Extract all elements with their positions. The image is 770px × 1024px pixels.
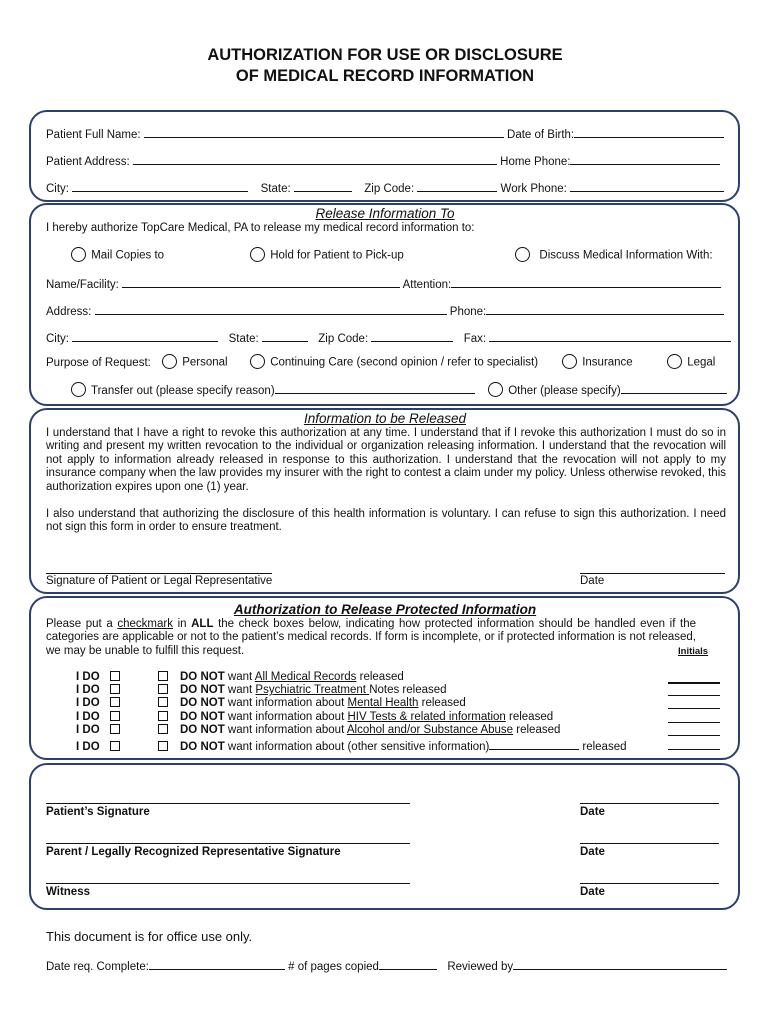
intro-all: ALL: [191, 618, 214, 630]
patient-city-row: [46, 180, 724, 195]
do-not-checkbox-4[interactable]: [158, 711, 168, 721]
do-not-label: DO NOT: [180, 741, 225, 753]
form-title: [0, 45, 770, 87]
parent-date-label: Date: [580, 846, 605, 858]
form-title-line-1: AUTHORIZATION FOR USE OR DISCLOSURE: [207, 46, 563, 64]
protected-row-3: [76, 697, 466, 709]
parent-signature-line[interactable]: [46, 843, 410, 844]
patient-rep-signature-line[interactable]: [46, 573, 272, 574]
row-4-post: released: [505, 711, 554, 723]
legal-label: Legal: [687, 356, 716, 369]
row-3-post: released: [418, 697, 466, 709]
facility-field[interactable]: [122, 276, 400, 288]
row-3-category: Mental Health: [347, 697, 419, 709]
do-not-checkbox-2[interactable]: [158, 684, 168, 694]
transfer-option[interactable]: [71, 382, 475, 398]
patient-rep-date-label: Date: [580, 575, 605, 587]
pages-copied-label: # of pages copied: [288, 961, 379, 973]
protected-intro: [46, 618, 696, 658]
intro-checkmark: checkmark: [117, 618, 173, 630]
insurance-label: Insurance: [582, 356, 633, 369]
protected-row-1: [76, 671, 404, 683]
row-4-pre: want information about: [224, 711, 348, 723]
patient-rep-date-line[interactable]: [580, 573, 725, 574]
mail-copies-option[interactable]: [71, 248, 164, 263]
initials-line-1[interactable]: [668, 682, 720, 684]
protected-row-5: [76, 724, 560, 736]
personal-label: Personal: [182, 356, 228, 369]
initials-line-4[interactable]: [668, 722, 720, 723]
personal-option[interactable]: [162, 355, 228, 370]
work-phone-field[interactable]: [570, 180, 724, 192]
release-address-row: [46, 303, 724, 318]
patient-address-label: Patient Address:: [46, 156, 130, 168]
i-do-label: I DO: [76, 697, 100, 709]
discuss-radio[interactable]: [515, 247, 530, 262]
patient-signature-line[interactable]: [46, 803, 410, 804]
do-not-checkbox-5[interactable]: [158, 724, 168, 734]
protected-row-4: [76, 711, 553, 723]
i-do-checkbox-5[interactable]: [110, 724, 120, 734]
do-not-label: DO NOT: [180, 724, 225, 736]
release-state-label: State:: [228, 333, 259, 345]
home-phone-field[interactable]: [570, 153, 720, 165]
release-fax-label: Fax:: [463, 333, 487, 345]
do-not-label: DO NOT: [180, 684, 225, 696]
protected-heading: Authorization to Release Protected Information: [233, 602, 537, 617]
row-2-category: Psychiatric Treatment: [255, 684, 370, 696]
dob-label: Date of Birth:: [507, 129, 575, 141]
i-do-checkbox-4[interactable]: [110, 711, 120, 721]
hold-pickup-label: Hold for Patient to Pick-up: [270, 249, 404, 262]
row-2-pre: want: [224, 684, 256, 696]
voluntary-paragraph: I also understand that authorizing the disclosure of this health information is voluntary. I can refuse to sign this authorization. I need not sign this form in order to ensure treatment.: [46, 508, 726, 534]
intro-part-a: Please put a: [46, 618, 118, 630]
initials-line-2[interactable]: [668, 695, 720, 696]
hold-pickup-radio[interactable]: [250, 247, 265, 262]
witness-signature-label: Witness: [46, 886, 90, 898]
purpose-label: Purpose of Request:: [46, 357, 151, 369]
dob-field[interactable]: [574, 126, 724, 138]
do-not-label: DO NOT: [180, 711, 225, 723]
transfer-label: Transfer out (please specify reason): [91, 385, 275, 397]
initials-line-6[interactable]: [668, 749, 720, 750]
release-address-field[interactable]: [95, 303, 447, 315]
facility-label: Name/Facility:: [46, 279, 119, 291]
row-2-post: Notes released: [369, 684, 447, 696]
i-do-checkbox-2[interactable]: [110, 684, 120, 694]
patient-signature-label: Patient’s Signature: [46, 806, 150, 818]
i-do-label: I DO: [76, 671, 100, 683]
discuss-option[interactable]: [515, 248, 713, 263]
release-city-row: [46, 330, 731, 345]
info-heading: Information to be Released: [303, 411, 467, 426]
initials-label: Initials: [678, 646, 709, 657]
i-do-checkbox-1[interactable]: [110, 671, 120, 681]
initials-line-3[interactable]: [668, 708, 720, 709]
i-do-checkbox-3[interactable]: [110, 697, 120, 707]
do-not-checkbox-3[interactable]: [158, 697, 168, 707]
continuing-option[interactable]: [250, 355, 538, 370]
release-address-label: Address:: [46, 306, 92, 318]
legal-option[interactable]: [667, 355, 715, 370]
protected-row-2: [76, 684, 447, 696]
do-not-checkbox-1[interactable]: [158, 671, 168, 681]
legal-radio[interactable]: [667, 354, 682, 369]
do-not-checkbox-6[interactable]: [158, 741, 168, 751]
discuss-label: Discuss Medical Information With:: [539, 249, 713, 262]
home-phone-label: Home Phone:: [500, 156, 571, 168]
patient-date-line[interactable]: [580, 803, 719, 804]
insurance-radio[interactable]: [562, 354, 577, 369]
transfer-radio[interactable]: [71, 382, 86, 397]
patient-state-field[interactable]: [294, 180, 352, 192]
witness-signature-line[interactable]: [46, 883, 410, 884]
row-1-category: All Medical Records: [254, 671, 357, 683]
facility-row: [46, 276, 721, 291]
release-city-label: City:: [46, 333, 69, 345]
signature-box: [29, 763, 740, 910]
patient-name-label: Patient Full Name:: [46, 129, 141, 141]
patient-city-field[interactable]: [72, 180, 248, 192]
row-5-category: Alcohol and/or Substance Abuse: [346, 724, 514, 736]
release-city-field[interactable]: [72, 330, 218, 342]
patient-zip-field[interactable]: [417, 180, 497, 192]
row-1-pre: want: [224, 671, 255, 683]
insurance-option[interactable]: [562, 355, 633, 370]
mail-copies-label: Mail Copies to: [91, 249, 165, 262]
other-sensitive-field[interactable]: [489, 738, 579, 750]
attention-field[interactable]: [451, 276, 721, 288]
patient-rep-signature-label: Signature of Patient or Legal Representative: [46, 575, 273, 587]
continuing-label: Continuing Care (second opinion / refer to specialist): [270, 356, 539, 369]
date-req-label: Date req. Complete:: [46, 961, 149, 973]
row-4-category: HIV Tests & related information: [347, 711, 506, 723]
release-phone-label: Phone:: [449, 306, 487, 318]
i-do-label: I DO: [76, 724, 100, 736]
i-do-label: I DO: [76, 711, 100, 723]
office-row: [46, 958, 727, 973]
i-do-label: I DO: [76, 741, 100, 753]
continuing-radio[interactable]: [250, 354, 265, 369]
personal-radio[interactable]: [162, 354, 177, 369]
row-6-pre: want information about (other sensitive information): [224, 741, 490, 753]
date-req-field[interactable]: [149, 958, 285, 970]
i-do-checkbox-6[interactable]: [110, 741, 120, 751]
pages-copied-field[interactable]: [379, 958, 437, 970]
work-phone-label: Work Phone:: [500, 183, 567, 195]
other-radio[interactable]: [488, 382, 503, 397]
release-fax-field[interactable]: [489, 330, 731, 342]
witness-date-line[interactable]: [580, 883, 719, 884]
release-phone-field[interactable]: [486, 303, 724, 315]
other-field[interactable]: [621, 382, 727, 394]
patient-name-row: [46, 126, 724, 141]
transfer-field[interactable]: [275, 382, 475, 394]
row-5-pre: want information about: [224, 724, 347, 736]
row-5-post: released: [513, 724, 561, 736]
initials-line-5[interactable]: [668, 735, 720, 736]
other-option[interactable]: [488, 382, 727, 398]
reviewed-by-field[interactable]: [513, 958, 727, 970]
attention-label: Attention:: [402, 279, 452, 291]
i-do-label: I DO: [76, 684, 100, 696]
do-not-label: DO NOT: [180, 671, 225, 683]
do-not-label: DO NOT: [180, 697, 225, 709]
release-zip-field[interactable]: [371, 330, 453, 342]
patient-address-row: [46, 153, 720, 168]
mail-copies-radio[interactable]: [71, 247, 86, 262]
intro-part-c: the check boxes below, indicating how protected information should be handled even if the categories are applicable or not to the patient’s medical records. If form is incomplete, or if protected information is not released, we may be unable to fulfill this request.: [46, 618, 697, 657]
other-label: Other (please specify): [508, 385, 621, 397]
hold-pickup-option[interactable]: [250, 248, 404, 263]
parent-date-line[interactable]: [580, 843, 719, 844]
protected-row-6: [76, 738, 627, 753]
patient-state-label: State:: [260, 183, 291, 195]
witness-date-label: Date: [580, 886, 605, 898]
form-title-line-2: OF MEDICAL RECORD INFORMATION: [235, 67, 535, 85]
row-1-post: released: [356, 671, 404, 683]
row-6-post: released: [582, 741, 627, 753]
release-intro: I hereby authorize TopCare Medical, PA to release my medical record information to:: [46, 222, 475, 234]
reviewed-by-label: Reviewed by: [447, 961, 514, 973]
row-3-pre: want information about: [224, 697, 348, 709]
revocation-paragraph: I understand that I have a right to revoke this authorization at any time. I understand that if I revoke this authorization I must do so in writing and present my written revocation to the individual or organization releasing information. I understand that the revocation will not apply to information already released in response to this authorization. I understand that the revocation will not apply to my insurance company when the law provides my insurer with the right to contest a claim under my policy. Unless otherwise revoked, this authorization expires upon one (1) year.: [46, 427, 726, 493]
release-zip-label: Zip Code:: [318, 333, 369, 345]
patient-address-field[interactable]: [133, 153, 497, 165]
intro-part-b: in: [172, 618, 192, 630]
office-notice: This document is for office use only.: [46, 929, 253, 944]
parent-signature-label: Parent / Legally Recognized Representative Signature: [46, 846, 341, 858]
patient-date-label: Date: [580, 806, 605, 818]
patient-name-field[interactable]: [144, 126, 504, 138]
patient-city-label: City:: [46, 183, 69, 195]
patient-zip-label: Zip Code:: [364, 183, 415, 195]
release-state-field[interactable]: [262, 330, 308, 342]
release-heading: Release Information To: [315, 206, 455, 221]
